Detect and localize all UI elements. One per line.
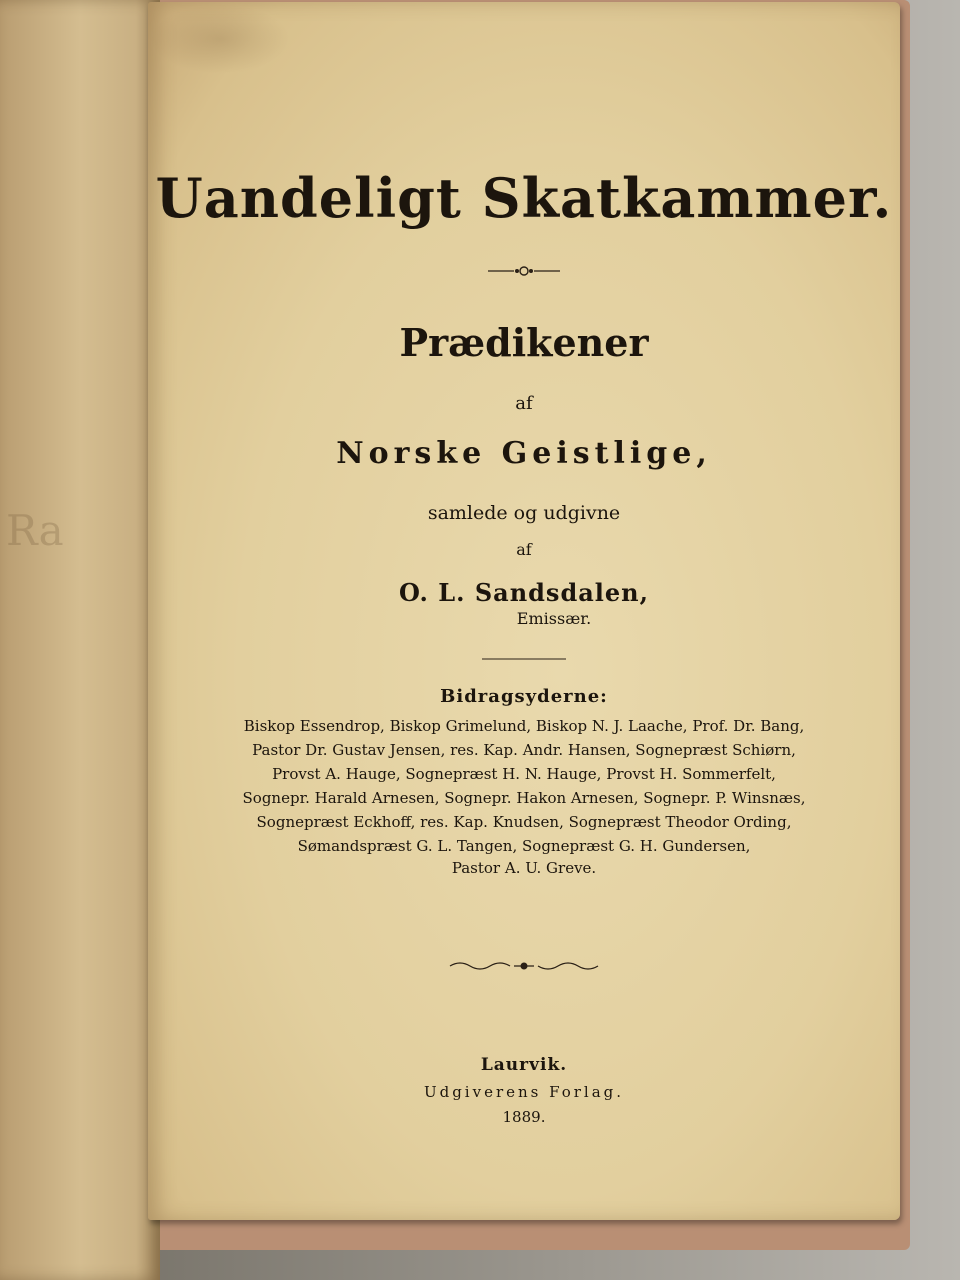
left-page — [0, 0, 160, 1280]
flourish-icon — [444, 956, 604, 976]
of-line-1: af — [515, 393, 533, 414]
of-line-2: af — [516, 540, 532, 559]
title-ornament — [148, 261, 900, 281]
rule-line — [474, 651, 574, 671]
year: 1889. — [502, 1108, 546, 1126]
flourish-icon — [474, 261, 574, 281]
divider-rule — [148, 651, 900, 671]
contributors-line: Sognepr. Harald Arnesen, Sognepr. Hakon Arnesen, Sognepr. P. Winsnæs, — [242, 789, 806, 807]
contributors-line: Pastor Dr. Gustav Jensen, res. Kap. Andr. Hansen, Sognepræst Schiørn, — [252, 741, 796, 759]
contributors-line: Biskop Essendrop, Biskop Grimelund, Biskop N. J. Laache, Prof. Dr. Bang, — [243, 717, 805, 735]
editor-name: O. L. Sandsdalen, — [399, 578, 649, 607]
editor-role: Emissær. — [516, 609, 592, 628]
authors-group: Norske Geistlige, — [336, 436, 712, 471]
contributors-line: Sømandspræst G. L. Tangen, Sognepræst G. H. Gundersen, — [297, 837, 751, 855]
place: Laurvik. — [480, 1055, 568, 1075]
contributors-heading: Bidragsyderne: — [440, 686, 608, 707]
contributors-line: Sognepræst Eckhoff, res. Kap. Knudsen, Sognepræst Theodor Ording, — [256, 813, 792, 831]
subtitle: Prædikener — [399, 320, 649, 365]
bottom-ornament — [148, 956, 900, 976]
publisher: Udgiverens Forlag. — [423, 1083, 625, 1101]
book-title: Uandeligt Skatkammer. — [155, 166, 893, 230]
collected-line: samlede og udgivne — [427, 502, 621, 524]
show-through-glyph: Ra — [6, 506, 64, 555]
contributors-line: Pastor A. U. Greve. — [451, 859, 597, 877]
page-stain — [150, 4, 290, 74]
contributors-line: Provst A. Hauge, Sognepræst H. N. Hauge, Provst H. Sommerfelt, — [272, 765, 776, 783]
